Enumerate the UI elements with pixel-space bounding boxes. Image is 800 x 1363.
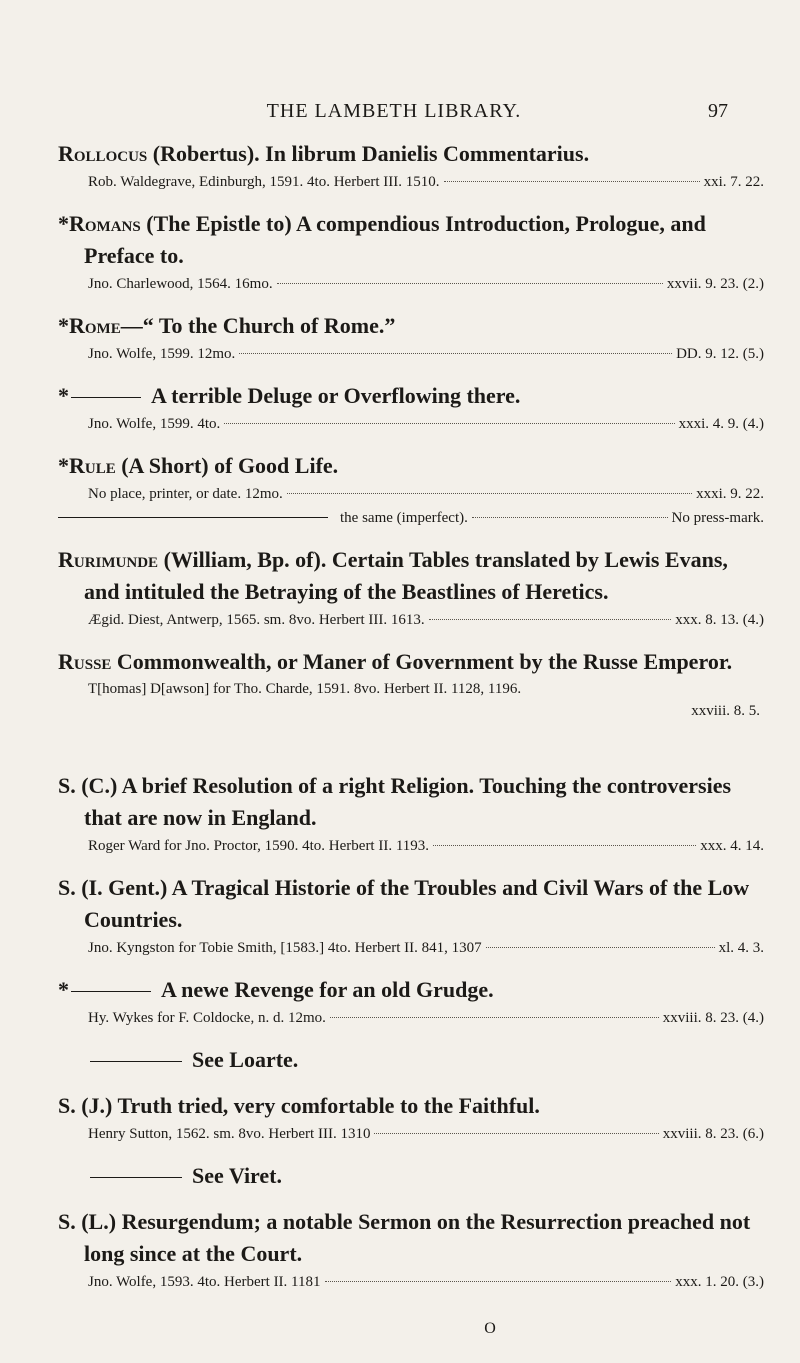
press-mark: xxvii. 9. 23. (2.) bbox=[666, 276, 764, 292]
press-mark: xxx. 8. 13. (4.) bbox=[675, 612, 764, 628]
catalogue-entry bbox=[58, 1090, 764, 1146]
signature-mark: O bbox=[484, 1320, 496, 1337]
press-mark: No press-mark. bbox=[671, 510, 764, 526]
entry-heading: Rule bbox=[69, 453, 116, 478]
star-marker: * bbox=[58, 383, 69, 408]
catalogue-entry bbox=[58, 208, 764, 296]
repeat-dash bbox=[71, 991, 151, 992]
entry-heading: Rome bbox=[69, 313, 121, 338]
entry-heading: S. (J.) bbox=[58, 1093, 113, 1118]
entry-title: (A Short) of Good Life. bbox=[115, 453, 339, 478]
entry-heading: S. (C.) bbox=[58, 773, 118, 798]
catalogue-entry bbox=[58, 646, 764, 722]
star-marker: * bbox=[58, 453, 69, 478]
page-number: 97 bbox=[708, 100, 728, 122]
repeat-dash bbox=[90, 1177, 182, 1178]
entry-title: —“ To the Church of Rome.” bbox=[120, 313, 396, 338]
entry-imprint: Hy. Wykes for F. Coldocke, n. d. 12mo. xxviii. 8. 23. (4.) bbox=[58, 1006, 764, 1030]
press-mark: xxxi. 9. 22. bbox=[696, 486, 764, 502]
repeat-dash bbox=[71, 397, 141, 398]
entry-imprint: Jno. Charlewood, 1564. 16mo. xxvii. 9. 23. (2.) bbox=[58, 272, 764, 296]
press-mark: xxviii. 8. 23. (6.) bbox=[662, 1126, 764, 1142]
entry-title: Truth tried, very comfortable to the Faithful. bbox=[112, 1093, 540, 1118]
catalogue-entries bbox=[58, 138, 764, 1308]
press-mark: xxviii. 8. 5. bbox=[691, 703, 760, 719]
entry-heading: Rurimunde bbox=[58, 547, 159, 572]
page-header bbox=[60, 100, 728, 126]
entry-imprint: Jno. Wolfe, 1599. 12mo. DD. 9. 12. (5.) bbox=[58, 342, 764, 366]
star-marker: * bbox=[58, 977, 69, 1002]
star-marker: * bbox=[58, 211, 69, 236]
catalogue-entry bbox=[58, 974, 764, 1030]
repeat-dash bbox=[58, 517, 328, 518]
entry-sub-imprint: the same (imperfect). No press-mark. bbox=[58, 506, 764, 530]
catalogue-entry bbox=[58, 1206, 764, 1294]
entry-title: A newe Revenge for an old Grudge. bbox=[161, 977, 494, 1002]
entry-imprint: T[homas] D[awson] for Tho. Charde, 1591. 8vo. Herbert II. 1128, 1196. bbox=[88, 681, 522, 697]
entry-imprint: Ægid. Diest, Antwerp, 1565. sm. 8vo. Herbert III. 1613. xxx. 8. 13. (4.) bbox=[58, 608, 764, 632]
catalogue-entry bbox=[58, 1044, 764, 1076]
entry-title: A Tragical Historie of the Troubles and Civil Wars of the Low Countries. bbox=[84, 875, 750, 932]
entry-title: A terrible Deluge or Overflowing there. bbox=[151, 383, 521, 408]
catalogue-entry bbox=[58, 1160, 764, 1192]
entry-imprint: Jno. Kyngston for Tobie Smith, [1583.] 4to. Herbert II. 841, 1307 xl. 4. 3. bbox=[58, 936, 764, 960]
catalogue-entry bbox=[58, 138, 764, 194]
press-mark: xxx. 1. 20. (3.) bbox=[675, 1274, 764, 1290]
entry-imprint: No place, printer, or date. 12mo. xxxi. 9. 22. bbox=[58, 482, 764, 506]
entry-imprint: Jno. Wolfe, 1593. 4to. Herbert II. 1181 xxx. 1. 20. (3.) bbox=[58, 1270, 764, 1294]
entry-heading: S. (L.) bbox=[58, 1209, 117, 1234]
catalogue-entry bbox=[58, 544, 764, 632]
press-mark: xxviii. 8. 23. (4.) bbox=[662, 1010, 764, 1026]
press-mark: xxx. 4. 14. bbox=[700, 838, 764, 854]
entry-heading: Russe bbox=[58, 649, 112, 674]
entry-title: A brief Resolution of a right Religion. Touching the controversies that are now in England. bbox=[84, 773, 732, 830]
catalogue-entry bbox=[58, 380, 764, 436]
repeat-dash bbox=[90, 1061, 182, 1062]
catalogue-entry bbox=[58, 770, 764, 858]
entry-title: Commonwealth, or Maner of Government by the Russe Emperor. bbox=[111, 649, 733, 674]
entry-imprint: Roger Ward for Jno. Proctor, 1590. 4to. Herbert II. 1193. xxx. 4. 14. bbox=[58, 834, 764, 858]
entry-imprint: Jno. Wolfe, 1599. 4to. xxxi. 4. 9. (4.) bbox=[58, 412, 764, 436]
cross-reference: See Loarte. bbox=[192, 1047, 299, 1072]
catalogue-entry bbox=[58, 310, 764, 366]
catalogue-entry bbox=[58, 450, 764, 530]
running-title: THE LAMBETH LIBRARY. bbox=[266, 100, 522, 122]
cross-reference: See Viret. bbox=[192, 1163, 283, 1188]
star-marker: * bbox=[58, 313, 69, 338]
catalogue-entry bbox=[58, 872, 764, 960]
entry-imprint: Henry Sutton, 1562. sm. 8vo. Herbert III. 1310 xxviii. 8. 23. (6.) bbox=[58, 1122, 764, 1146]
entry-title: Resurgendum; a notable Sermon on the Resurrection preached not long since at the Court. bbox=[84, 1209, 751, 1266]
entry-title: (William, Bp. of). Certain Tables translated by Lewis Evans, and intituled the Betraying of the Beastlines of Heretics. bbox=[84, 547, 728, 604]
press-mark: xxi. 7. 22. bbox=[703, 174, 764, 190]
entry-title: (Robertus). In librum Danielis Commentarius. bbox=[147, 141, 590, 166]
entry-heading: Rollocus bbox=[58, 141, 148, 166]
entry-title: (The Epistle to) A compendious Introduction, Prologue, and Preface to. bbox=[84, 211, 706, 268]
press-mark: DD. 9. 12. (5.) bbox=[676, 346, 764, 362]
press-mark: xxxi. 4. 9. (4.) bbox=[678, 416, 764, 432]
entry-heading: S. (I. Gent.) bbox=[58, 875, 168, 900]
entry-imprint: Rob. Waldegrave, Edinburgh, 1591. 4to. Herbert III. 1510. xxi. 7. 22. bbox=[58, 170, 764, 194]
press-mark: xl. 4. 3. bbox=[718, 940, 764, 956]
entry-heading: Romans bbox=[69, 211, 141, 236]
